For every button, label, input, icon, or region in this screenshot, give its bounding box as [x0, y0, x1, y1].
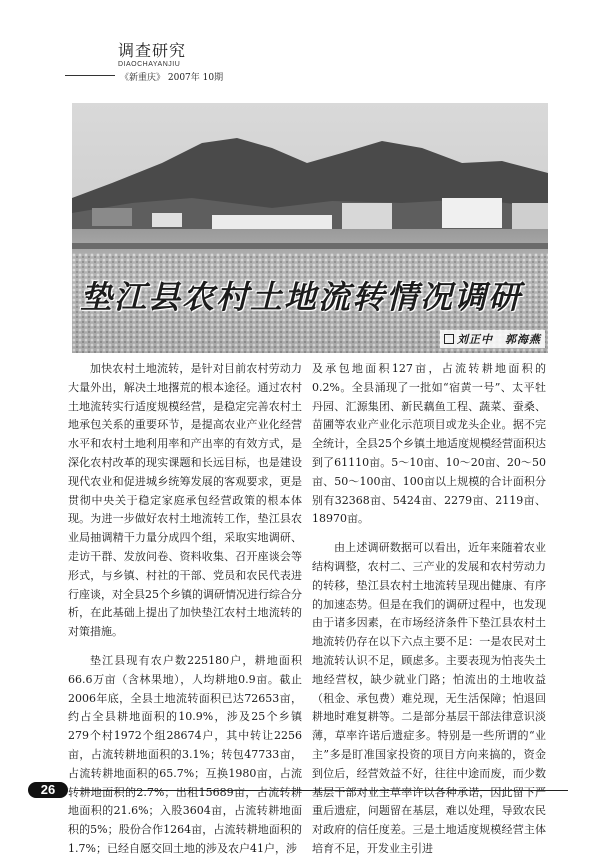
header-rule — [65, 75, 115, 76]
page-footer — [28, 782, 568, 798]
author-box-icon — [444, 334, 454, 344]
article-title: 垫江县农村土地流转情况调研 — [80, 278, 523, 316]
paragraph: 及承包地面积127亩，占流转耕地面积的0.2%。全县涌现了一批如“宿黄一号”、太平牡丹园、汇源集团、新民藕鱼工程、蔬菜、蚕桑、苗圃等农业产业化示范项目或龙头企业。据不完全统计，全县25个乡镇土地适度规模经营面积达到了61110亩。5～10亩、10～20亩、20～50亩、50～100亩、100亩以上规模的合计面积分别有32368亩、5424亩、2279亩、2119亩、18970亩。 — [312, 362, 546, 526]
section-pinyin: DIAOCHAYANJIU — [118, 61, 181, 68]
footer-rule — [74, 790, 568, 791]
paragraph: 加快农村土地流转，是针对目前农村劳动力大量外出，解决土地撂荒的根本途径。通过农村土地流转实行适度规模经营，是稳定完善农村土地承包关系的重要环节，是提高农业产业化经营水平和农村土地利用率和产出率的有效方式，是深化农村改革的现实课题和长远目标，也是建设现代农业和促进城乡统筹发展的客观要求，更是贯彻中央关于稳定家庭承包经营政策的根本体现。为进一步做好农村土地流转工作，垫江县农业局抽调精干力量分成四个组，采取实地调研、走访干群、发放问卷、资料收集、召开座谈会等形式，与乡镇、村社的干部、党员和农民代表进行座谈，对全县25个乡镇的调研情况进行综合分析，在此基础上提出了加快垫江农村土地流转的对策措施。 — [68, 362, 302, 639]
author-names: 刘正中 郭海燕 — [457, 333, 541, 346]
article-authors — [440, 330, 545, 348]
paragraph: 由上述调研数据可以看出，近年来随着农业结构调整，农村二、三产业的发展和农村劳动力的转移，垫江县农村土地流转呈现出健康、有序的加速态势。但是在我们的调研过程中，也发现由于诸多因素，在市场经济条件下垫江县农村土地流转仍存在以下六点主要不足：一是农民对土地流转认识不足，顾虑多。主要表现为怕丧失土地经营权，缺少就业门路；怕流出的土地收益（租金、承包费）难兑现，无生活保障；怕退回耕地时难复耕等。二是部分基层干部法律意识淡薄，草率许诺后遗症多。特别是一些所谓的“业主”多是盯准国家投资的项目方向来搞的，资金到位后，经营效益不好，往往中途而废，而少数基层干部对业主草率许以各种承诺，因此留下严重后遗症，问题留在基层，难以处理，导致农民对政府的信任度差。三是土地适度规模经营主体培育不足，开发业主引进 — [312, 541, 546, 855]
paragraph: 垫江县现有农户数225180户，耕地面积66.6万亩（含林果地），人均耕地0.9亩。截止2006年底，全县土地流转面积已达72653亩，约占全县耕地面积的10.9%，涉及25个乡镇279个村1972个组28674户，其中转让2256亩，占流转耕地面积的3.1%；转包47733亩，占流转耕地面积的65.7%；互换1980亩，占流转耕地面积的2.7%；出租15689亩，占流转耕地面积的21.6%；入股3604亩，占流转耕地面积的5%；股份合作1264亩，占流转耕地面积的1.7%；已经自愿交回土地的涉及农户41户，涉 — [68, 653, 302, 855]
issue-line — [65, 70, 545, 82]
page-number: 26 — [28, 782, 68, 798]
section-title: 调查研究 — [118, 41, 187, 60]
issue-label: 《新重庆》 2007年 10期 — [120, 73, 224, 83]
running-header — [118, 42, 318, 68]
